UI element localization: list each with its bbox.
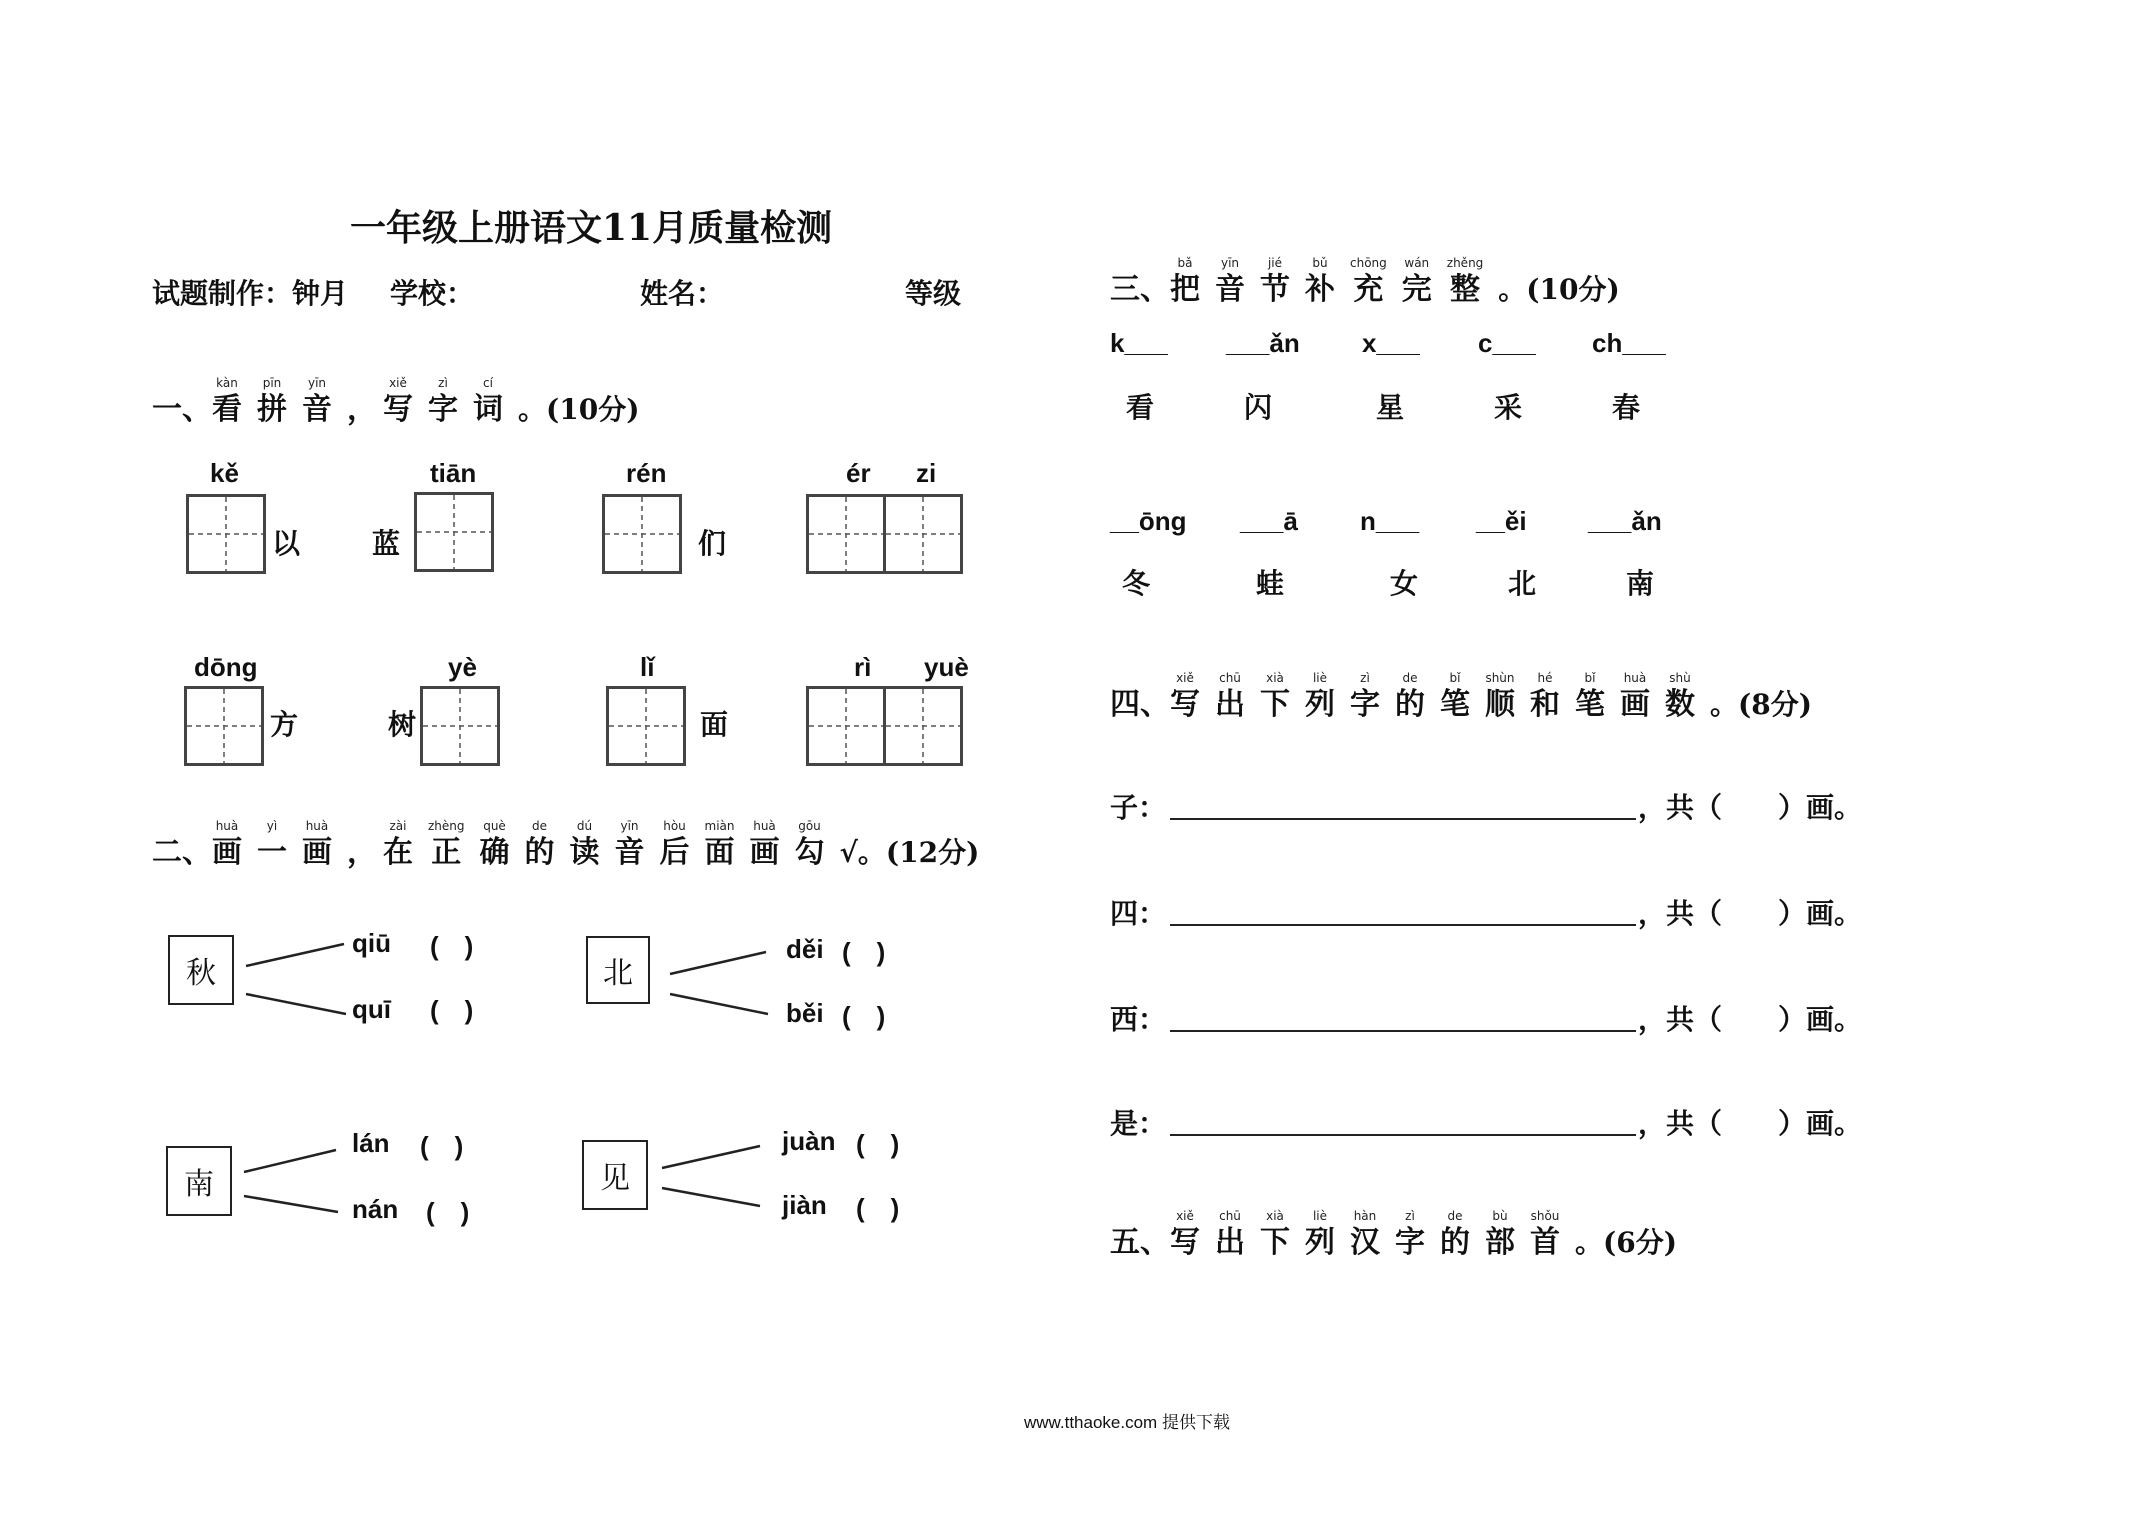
- fill-pinyin[interactable]: k___: [1110, 328, 1168, 358]
- hanzi: 闪: [1244, 391, 1273, 424]
- pinyin-option: juàn: [782, 1126, 836, 1156]
- ruby-pinyin: liè: [1312, 1209, 1328, 1223]
- ruby-hanzi: 列: [1305, 1225, 1335, 1260]
- ruby-hanzi: 补: [1305, 272, 1335, 307]
- fill-pinyin[interactable]: ch___: [1592, 328, 1666, 358]
- answer-paren[interactable]: ( ): [426, 1197, 470, 1227]
- pinyin-option: lán: [352, 1128, 390, 1158]
- ruby-hanzi: 下: [1260, 1225, 1290, 1260]
- ruby-hanzi: 整: [1450, 272, 1481, 307]
- fill-pinyin[interactable]: __ōng: [1110, 506, 1187, 536]
- hanzi: 冬: [1122, 567, 1151, 600]
- answer-paren[interactable]: ( ): [842, 1001, 886, 1031]
- stroke-row-label: 子：: [1110, 791, 1167, 824]
- ruby-pinyin: huà: [215, 819, 239, 833]
- ruby-hanzi: 的: [524, 835, 555, 870]
- ruby-hanzi: 读: [569, 835, 600, 870]
- ruby-hanzi: 部: [1485, 1225, 1515, 1260]
- section-score: 。(6分): [1575, 1226, 1677, 1259]
- ruby-hanzi: 确: [479, 835, 510, 870]
- ruby-pinyin: hòu: [663, 819, 686, 833]
- ruby-hanzi: 面: [704, 835, 735, 870]
- section-number: 四、: [1110, 687, 1170, 722]
- answer-paren[interactable]: ( ): [856, 1129, 900, 1159]
- ruby-hanzi: 画: [1620, 687, 1650, 722]
- hanzi: 女: [1390, 567, 1419, 600]
- fill-pinyin[interactable]: x___: [1362, 328, 1420, 358]
- ruby-pinyin: bù: [1492, 1209, 1508, 1223]
- ruby-pinyin: chōng: [1350, 256, 1387, 270]
- pinyin-label: yuè: [924, 652, 969, 682]
- fill-pinyin[interactable]: ___ā: [1240, 506, 1298, 536]
- ruby-pinyin: de: [1447, 1209, 1463, 1223]
- ruby-pinyin: yì: [266, 819, 278, 833]
- hanzi: 采: [1494, 391, 1523, 424]
- stroke-order-line[interactable]: [1170, 818, 1636, 820]
- ruby-hanzi: 节: [1260, 272, 1290, 307]
- fill-pinyin[interactable]: c___: [1478, 328, 1536, 358]
- ruby-hanzi: 正: [431, 835, 462, 870]
- ruby-hanzi: 一: [257, 835, 287, 870]
- ruby-hanzi: 勾: [794, 835, 825, 870]
- char-box-jian: 见: [582, 1140, 648, 1210]
- ruby-pinyin: chū: [1219, 671, 1241, 685]
- ruby-hanzi: 写: [1170, 1225, 1200, 1260]
- ruby-hanzi: 出: [1215, 687, 1245, 722]
- ruby-hanzi: 充: [1353, 272, 1384, 307]
- school-label: 学校：: [390, 277, 475, 310]
- ruby-hanzi: 顺: [1485, 687, 1515, 722]
- ruby-hanzi: 笔: [1440, 687, 1470, 722]
- ruby-hanzi: 画: [302, 835, 332, 870]
- ruby-hanzi: 在: [383, 835, 413, 870]
- ruby-pinyin: bǔ: [1312, 256, 1328, 270]
- stroke-count: ，共（ ）画。: [1638, 1003, 1863, 1036]
- pinyin-label: dōng: [194, 652, 258, 682]
- ruby-pinyin: què: [483, 819, 506, 833]
- footer-source: www.tthaoke.com 提供下载: [1024, 1413, 1230, 1432]
- hanzi: 南: [1626, 567, 1655, 600]
- ruby-pinyin: wán: [1404, 256, 1430, 270]
- pinyin-label: kě: [210, 458, 239, 488]
- stroke-order-line[interactable]: [1170, 1134, 1636, 1136]
- pinyin-option: jiàn: [782, 1190, 827, 1220]
- ruby-pinyin: zhěng: [1446, 256, 1484, 270]
- ruby-pinyin: yīn: [307, 376, 327, 390]
- ruby-hanzi: 词: [473, 392, 503, 427]
- section-score: 。(10分): [518, 393, 640, 426]
- ruby-pinyin: shù: [1669, 671, 1691, 685]
- ruby-pinyin: chū: [1219, 1209, 1241, 1223]
- stroke-row-label: 四：: [1110, 897, 1167, 930]
- fill-pinyin[interactable]: ___ǎn: [1226, 328, 1300, 358]
- ruby-pinyin: zì: [1360, 671, 1370, 685]
- ruby-pinyin: zài: [389, 819, 407, 833]
- pinyin-label: tiān: [430, 458, 477, 488]
- char-box-nan: 南: [166, 1146, 232, 1216]
- pinyin-option: qiū: [352, 928, 391, 958]
- fill-pinyin[interactable]: ___ǎn: [1588, 506, 1662, 536]
- ruby-hanzi: ，: [347, 835, 377, 870]
- author-label: 试题制作：钟月: [152, 277, 349, 310]
- ruby-pinyin: yīn: [1220, 256, 1240, 270]
- word-char: 树: [388, 708, 417, 741]
- pinyin-label: zi: [916, 458, 937, 488]
- pinyin-label: rén: [626, 458, 667, 488]
- stroke-order-line[interactable]: [1170, 1030, 1636, 1032]
- ruby-pinyin: huà: [753, 819, 776, 833]
- section-number: 五、: [1110, 1225, 1170, 1260]
- ruby-pinyin: xiě: [1176, 1209, 1194, 1223]
- answer-paren[interactable]: ( ): [430, 995, 474, 1025]
- section-number: 三、: [1110, 272, 1170, 307]
- ruby-pinyin: de: [1402, 671, 1418, 685]
- ruby-hanzi: 看: [212, 392, 242, 427]
- ruby-pinyin: huà: [305, 819, 329, 833]
- answer-paren[interactable]: ( ): [420, 1131, 464, 1161]
- word-char: 方: [270, 708, 299, 741]
- answer-paren[interactable]: ( ): [856, 1193, 900, 1223]
- ruby-hanzi: 拼: [257, 392, 287, 427]
- ruby-hanzi: 笔: [1575, 687, 1605, 722]
- pinyin-label: rì: [854, 652, 872, 682]
- ruby-pinyin: zì: [438, 376, 448, 390]
- section-score: 。(8分): [1710, 688, 1812, 721]
- pinyin-option: děi: [786, 934, 824, 964]
- grade-label: 等级: [905, 277, 962, 310]
- stroke-count: ，共（ ）画。: [1638, 1107, 1863, 1140]
- ruby-pinyin: cí: [483, 376, 493, 390]
- ruby-hanzi: 音: [1215, 272, 1245, 307]
- ruby-pinyin: shùn: [1485, 671, 1515, 685]
- stroke-order-line[interactable]: [1170, 924, 1636, 926]
- word-char: 们: [698, 527, 727, 560]
- ruby-pinyin: bǐ: [1449, 671, 1461, 685]
- ruby-hanzi: 字: [1395, 1225, 1425, 1260]
- answer-paren[interactable]: ( ): [842, 937, 886, 967]
- word-char: 面: [700, 708, 729, 741]
- hanzi: 北: [1508, 567, 1537, 600]
- ruby-hanzi: 完: [1401, 272, 1432, 307]
- fill-pinyin[interactable]: n___: [1360, 506, 1420, 536]
- ruby-pinyin: bǐ: [1584, 671, 1596, 685]
- name-label: 姓名：: [640, 277, 725, 310]
- stroke-row-label: 是：: [1110, 1107, 1167, 1140]
- ruby-hanzi: 写: [383, 392, 413, 427]
- ruby-hanzi: 音: [614, 835, 645, 870]
- ruby-pinyin: liè: [1312, 671, 1328, 685]
- ruby-pinyin: de: [532, 819, 548, 833]
- pinyin-option: quī: [352, 994, 391, 1024]
- ruby-pinyin: shǒu: [1530, 1209, 1560, 1223]
- hanzi: 春: [1612, 391, 1641, 424]
- stroke-count: ，共（ ）画。: [1638, 791, 1863, 824]
- ruby-hanzi: ，: [347, 392, 377, 427]
- ruby-pinyin: miàn: [704, 819, 735, 833]
- char-box-bei: 北: [586, 936, 650, 1004]
- pinyin-option: nán: [352, 1194, 399, 1224]
- ruby-hanzi: 字: [1350, 687, 1380, 722]
- ruby-pinyin: hàn: [1353, 1209, 1377, 1223]
- ruby-pinyin: dú: [576, 819, 593, 833]
- ruby-pinyin: hé: [1537, 671, 1553, 685]
- ruby-hanzi: 列: [1305, 687, 1335, 722]
- ruby-pinyin: zì: [1405, 1209, 1415, 1223]
- ruby-pinyin: yīn: [620, 819, 639, 833]
- ruby-pinyin: jié: [1267, 256, 1283, 270]
- ruby-pinyin: bǎ: [1177, 256, 1193, 270]
- stroke-count: ，共（ ）画。: [1638, 897, 1863, 930]
- ruby-pinyin: huà: [1623, 671, 1647, 685]
- ruby-pinyin: zhèng: [428, 819, 465, 833]
- pinyin-label: lǐ: [640, 652, 655, 682]
- ruby-hanzi: 画: [749, 835, 780, 870]
- ruby-hanzi: 后: [659, 835, 690, 870]
- page-title: 一年级上册语文11月质量检测: [350, 207, 833, 249]
- ruby-pinyin: gōu: [798, 819, 821, 833]
- section-number: 一、: [152, 392, 212, 427]
- ruby-hanzi: 字: [428, 392, 458, 427]
- ruby-hanzi: 音: [302, 392, 332, 427]
- answer-paren[interactable]: ( ): [430, 931, 474, 961]
- ruby-pinyin: kàn: [216, 376, 238, 390]
- ruby-hanzi: 数: [1665, 687, 1695, 722]
- ruby-hanzi: 画: [212, 835, 242, 870]
- word-char: 以: [272, 527, 301, 560]
- section-number: 二、: [152, 835, 212, 870]
- ruby-hanzi: 的: [1395, 687, 1425, 722]
- hanzi: 蛙: [1256, 567, 1285, 600]
- ruby-hanzi: 写: [1170, 687, 1200, 722]
- ruby-hanzi: 首: [1530, 1225, 1560, 1260]
- ruby-hanzi: 把: [1170, 272, 1200, 307]
- ruby-hanzi: 出: [1215, 1225, 1245, 1260]
- word-char: 蓝: [372, 527, 401, 560]
- ruby-hanzi: 和: [1530, 687, 1560, 722]
- pinyin-label: ér: [846, 458, 871, 488]
- ruby-hanzi: 汉: [1350, 1225, 1380, 1260]
- ruby-pinyin: pīn: [262, 376, 282, 390]
- section-score: 。(10分): [1498, 273, 1620, 306]
- char-box-qiu: 秋: [168, 935, 234, 1005]
- stroke-row-label: 西：: [1110, 1003, 1167, 1036]
- hanzi: 星: [1376, 391, 1405, 424]
- ruby-pinyin: xiě: [389, 376, 407, 390]
- pinyin-option: běi: [786, 998, 824, 1028]
- hanzi: 看: [1126, 391, 1155, 424]
- section-score: √。(12分): [839, 836, 980, 869]
- ruby-hanzi: 的: [1440, 1225, 1470, 1260]
- ruby-hanzi: 下: [1260, 687, 1290, 722]
- pinyin-label: yè: [448, 652, 477, 682]
- fill-pinyin[interactable]: __ěi: [1476, 506, 1527, 536]
- ruby-pinyin: xià: [1266, 671, 1284, 685]
- ruby-pinyin: xià: [1266, 1209, 1284, 1223]
- ruby-pinyin: xiě: [1176, 671, 1194, 685]
